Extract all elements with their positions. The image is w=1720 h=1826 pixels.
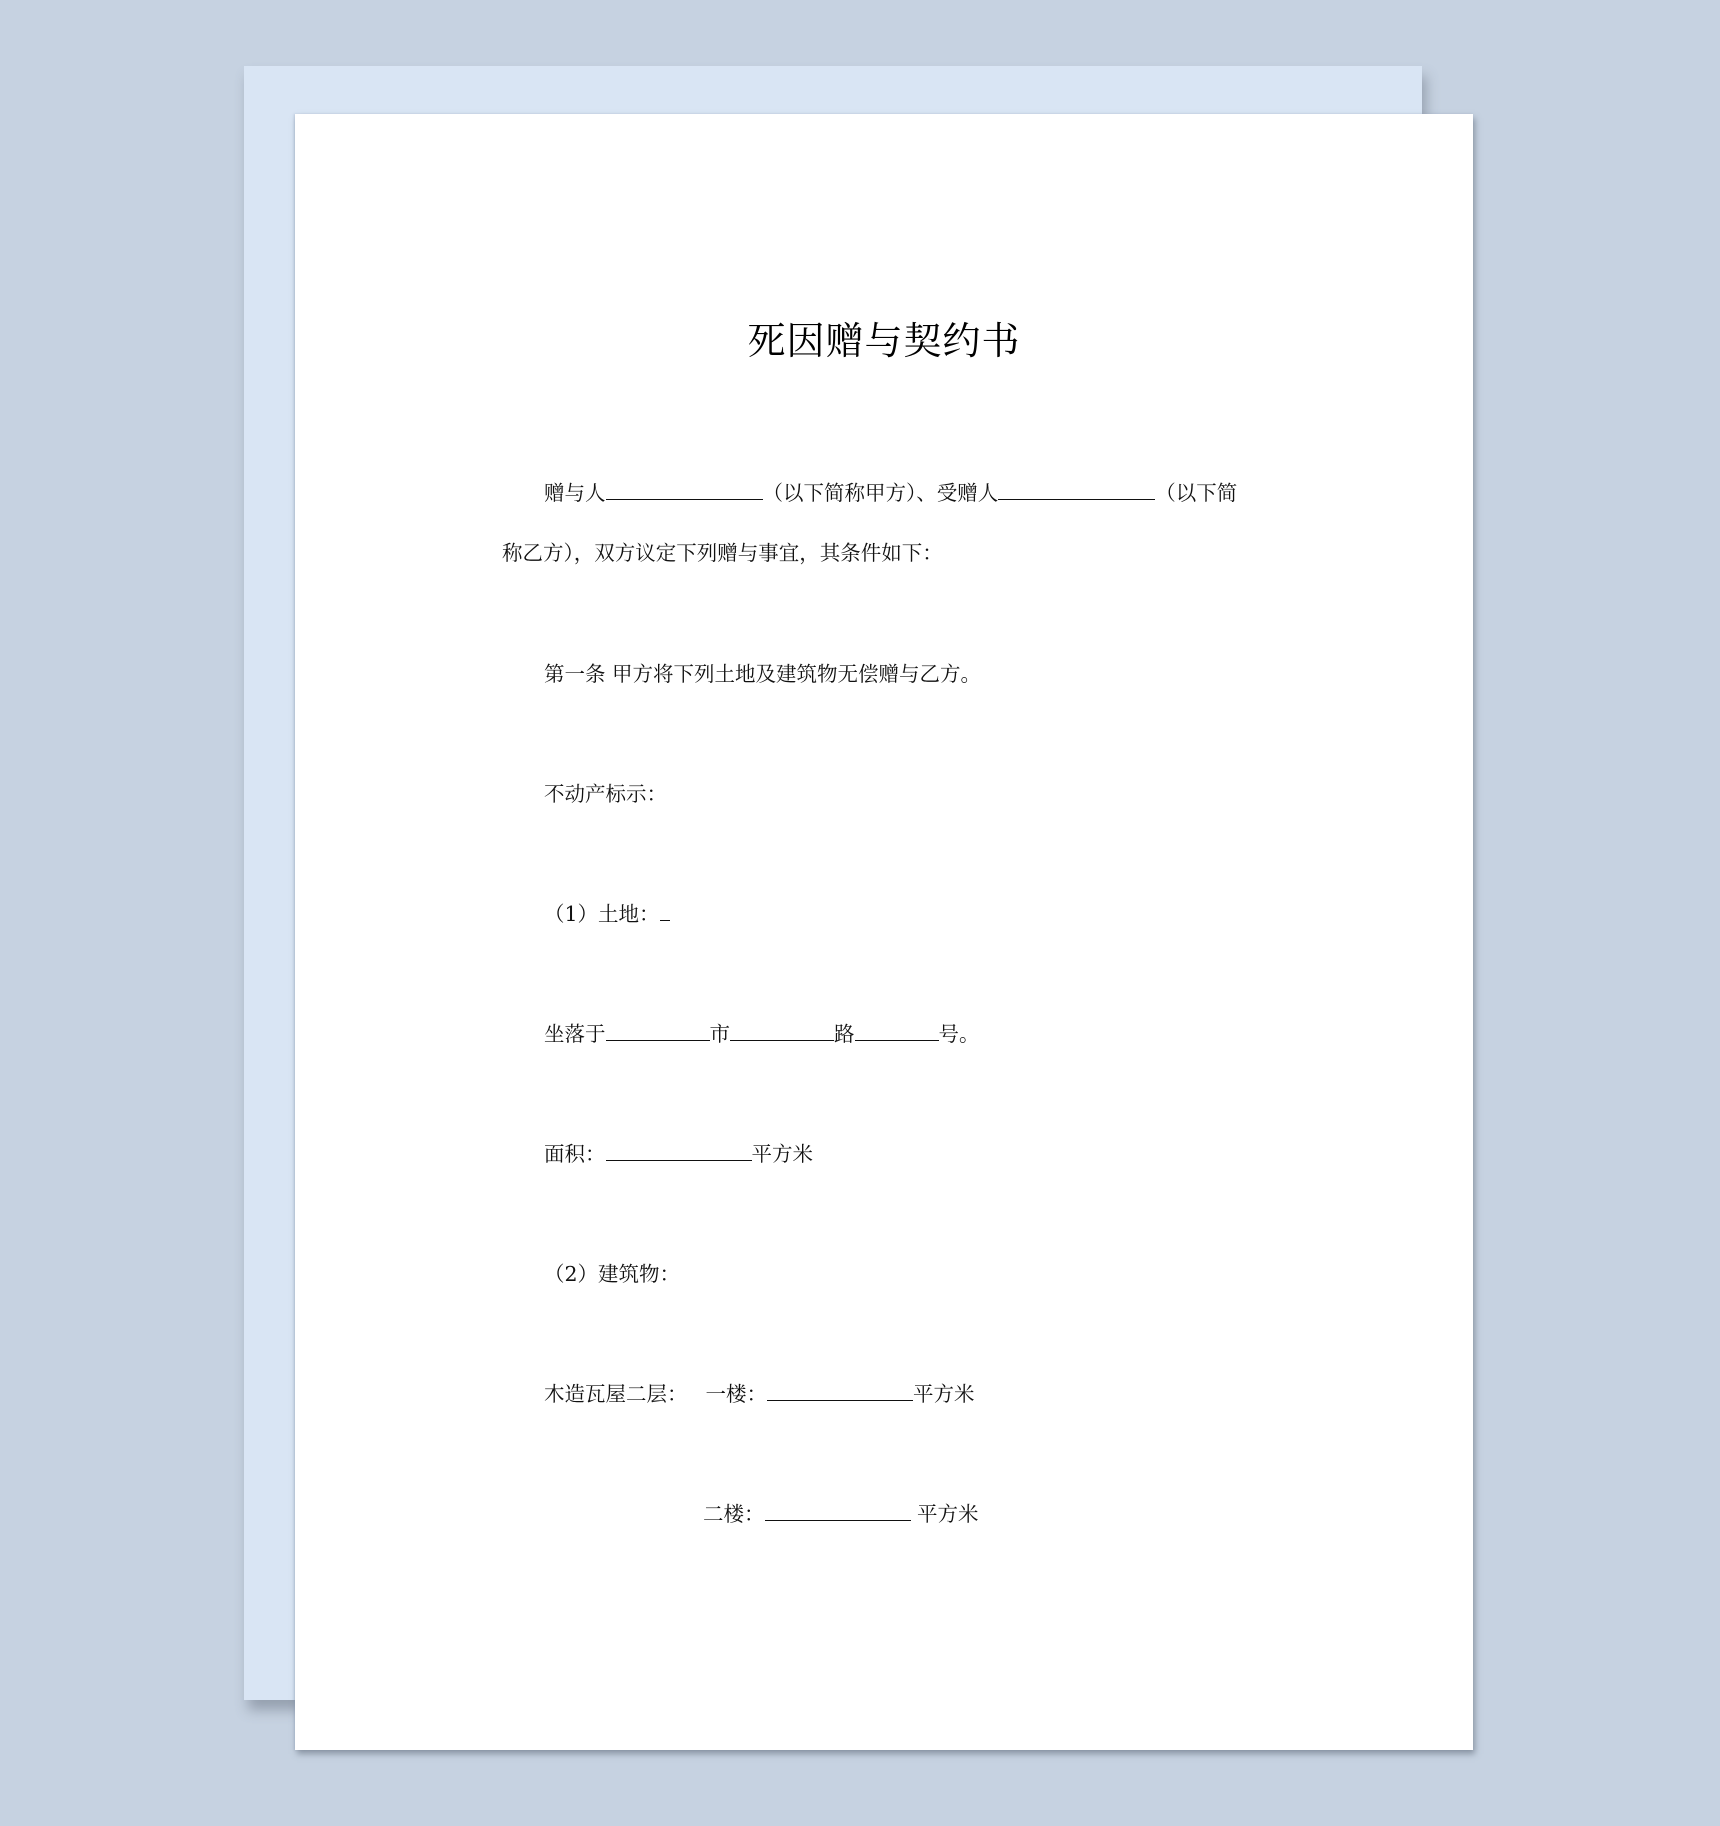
building-label: （2）建筑物： (544, 1262, 681, 1286)
location-line (544, 1020, 980, 1048)
donee-suffix: （以下简 (1155, 481, 1238, 505)
land-blank-field[interactable] (660, 900, 670, 921)
building-type-label: 木造瓦屋二层： (544, 1382, 688, 1406)
article-1: 第一条 甲方将下列土地及建筑物无偿赠与乙方。 (544, 662, 982, 686)
property-label: 不动产标示： (544, 782, 667, 806)
floor1-label: 一楼： (705, 1382, 767, 1406)
document-page (295, 114, 1473, 1750)
floor1-unit: 平方米 (913, 1382, 975, 1406)
land-label: （1）土地： (544, 902, 660, 926)
land-line (544, 900, 670, 928)
floor2-area-blank-field[interactable] (765, 1500, 911, 1521)
land-area-line (544, 1140, 813, 1168)
intro-line-1 (544, 479, 1237, 507)
floor1-area-blank-field[interactable] (767, 1380, 913, 1401)
floor1-line (544, 1380, 975, 1408)
location-prefix: 坐落于 (544, 1022, 606, 1046)
area-label: 面积： (544, 1142, 606, 1166)
land-area-blank-field[interactable] (606, 1140, 752, 1161)
number-blank-field[interactable] (855, 1020, 939, 1041)
floor2-label: 二楼： (703, 1502, 765, 1526)
donee-blank-field[interactable] (998, 479, 1155, 500)
number-label: 号。 (938, 1022, 980, 1046)
document-title: 死因赠与契约书 (747, 319, 1021, 363)
road-blank-field[interactable] (730, 1020, 834, 1041)
donor-label: 赠与人 (544, 481, 606, 505)
city-blank-field[interactable] (606, 1020, 710, 1041)
floor2-line (703, 1500, 979, 1528)
floor2-unit: 平方米 (910, 1502, 979, 1526)
donor-blank-field[interactable] (606, 479, 763, 500)
area-unit: 平方米 (751, 1142, 813, 1166)
intro-line-2: 称乙方），双方议定下列赠与事宜，其条件如下： (502, 541, 943, 565)
city-label: 市 (709, 1022, 730, 1046)
road-label: 路 (834, 1022, 855, 1046)
donor-suffix: （以下简称甲方）、受赠人 (762, 481, 999, 505)
